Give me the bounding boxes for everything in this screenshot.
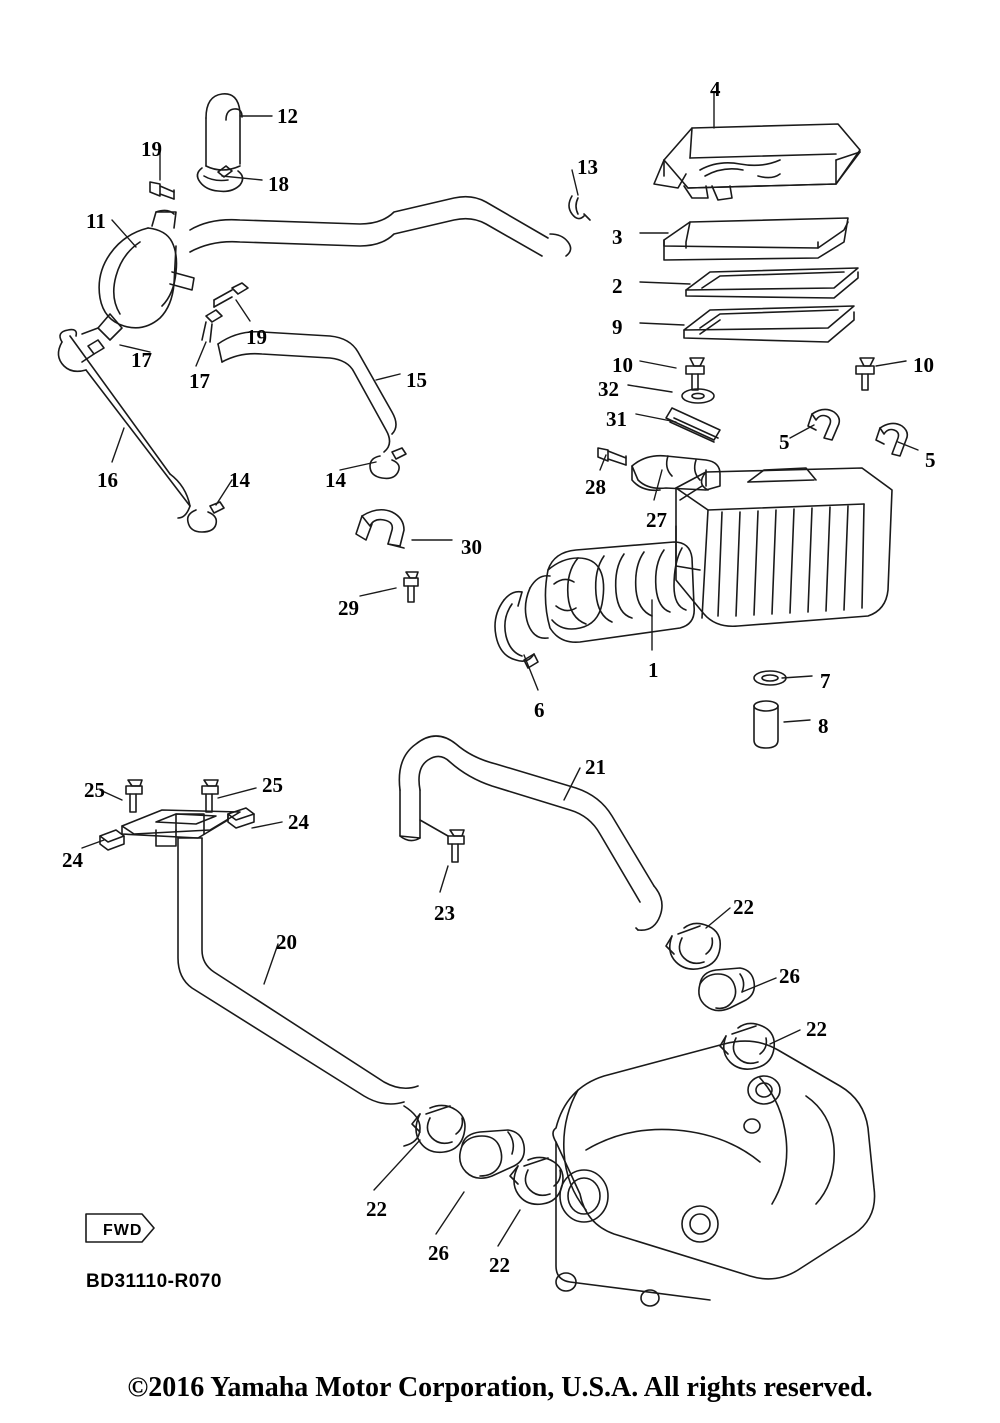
part-29-bolt xyxy=(404,572,418,602)
callout-number-14: 14 xyxy=(229,468,250,492)
part-14-clamp-left xyxy=(188,502,224,532)
callout-number-8: 8 xyxy=(818,714,829,738)
copyright-text: ©2016 Yamaha Motor Corporation, U.S.A. All rights reserved. xyxy=(127,1372,873,1403)
callout-number-10: 10 xyxy=(612,353,633,377)
callout-number-22: 22 xyxy=(366,1197,387,1221)
part-20-hose xyxy=(176,810,420,1146)
fwd-label: FWD xyxy=(103,1222,143,1239)
callout-number-27: 27 xyxy=(646,508,667,532)
part-1-intake-duct xyxy=(525,542,694,642)
callout-number-5: 5 xyxy=(925,448,936,472)
callout-number-22: 22 xyxy=(806,1017,827,1041)
callout-number-9: 9 xyxy=(612,315,623,339)
callout-number-23: 23 xyxy=(434,901,455,925)
diagram-code: BD31110-R070 xyxy=(86,1271,222,1292)
callout-number-18: 18 xyxy=(268,172,289,196)
part-28-bolt xyxy=(598,448,626,465)
part-3-element xyxy=(664,218,848,260)
callout-number-6: 6 xyxy=(534,698,545,722)
part-1-air-cleaner-case xyxy=(676,468,892,626)
hose-upper-long xyxy=(190,197,571,256)
callout-number-30: 30 xyxy=(461,535,482,559)
part-5-bracket-right xyxy=(876,423,907,456)
part-18-clamp xyxy=(197,166,242,191)
part-7-oring xyxy=(754,671,786,685)
callout-number-13: 13 xyxy=(577,155,598,179)
engine-crankcase-cover xyxy=(553,1041,875,1306)
part-2-gasket xyxy=(686,268,858,298)
leader-lines xyxy=(82,92,918,1246)
callout-number-7: 7 xyxy=(820,669,831,693)
part-24-25-bracket xyxy=(122,810,240,846)
part-17-bolt-right xyxy=(202,310,222,342)
part-27-bracket xyxy=(632,456,720,491)
callout-number-5: 5 xyxy=(779,430,790,454)
part-9-seal xyxy=(684,306,854,342)
callout-number-24: 24 xyxy=(62,848,83,872)
callout-number-32: 32 xyxy=(598,377,619,401)
part-23-bolt xyxy=(420,820,464,862)
part-12-hose xyxy=(206,94,242,170)
callout-number-21: 21 xyxy=(585,755,606,779)
callout-number-22: 22 xyxy=(489,1253,510,1277)
callout-number-3: 3 xyxy=(612,225,623,249)
part-8-grommet xyxy=(754,701,778,748)
part-26-joint-a xyxy=(699,968,754,1011)
part-10-bolt-right xyxy=(856,358,874,390)
callout-number-17: 17 xyxy=(189,369,210,393)
callout-number-24: 24 xyxy=(288,810,309,834)
part-17-bolt-left xyxy=(82,340,104,362)
part-19-bolt-upper xyxy=(150,182,174,199)
part-25-bolt-right xyxy=(202,780,218,812)
callout-number-22: 22 xyxy=(733,895,754,919)
callout-number-20: 20 xyxy=(276,930,297,954)
part-16-hose xyxy=(58,330,190,518)
part-22-clamp-a xyxy=(666,923,720,969)
callout-number-19: 19 xyxy=(246,325,267,349)
callout-number-15: 15 xyxy=(406,368,427,392)
callout-number-28: 28 xyxy=(585,475,606,499)
part-19-bolt-lower xyxy=(214,283,248,307)
part-32-washer xyxy=(682,389,714,403)
part-22-clamp-b xyxy=(720,1023,774,1069)
callout-number-11: 11 xyxy=(86,209,106,233)
callout-number-1: 1 xyxy=(648,658,659,682)
part-14-clamp-right xyxy=(370,448,406,478)
part-15-hose xyxy=(218,332,396,452)
callout-number-12: 12 xyxy=(277,104,298,128)
part-13-clip xyxy=(569,196,590,220)
callout-number-26: 26 xyxy=(779,964,800,988)
callout-number-10: 10 xyxy=(913,353,934,377)
callout-number-19: 19 xyxy=(141,137,162,161)
callout-number-14: 14 xyxy=(325,468,346,492)
callout-number-17: 17 xyxy=(131,348,152,372)
part-30-bracket xyxy=(356,510,404,548)
callout-number-29: 29 xyxy=(338,596,359,620)
part-25-bolt-left xyxy=(126,780,142,812)
part-31-rod xyxy=(666,408,720,442)
callout-number-4: 4 xyxy=(710,77,721,101)
callout-number-25: 25 xyxy=(84,778,105,802)
callout-number-16: 16 xyxy=(97,468,118,492)
part-10-bolt-left xyxy=(686,358,704,390)
callout-number-26: 26 xyxy=(428,1241,449,1265)
callout-number-25: 25 xyxy=(262,773,283,797)
callout-number-2: 2 xyxy=(612,274,623,298)
part-4-cover xyxy=(654,124,860,200)
callout-number-31: 31 xyxy=(606,407,627,431)
part-5-bracket-left xyxy=(808,409,839,440)
